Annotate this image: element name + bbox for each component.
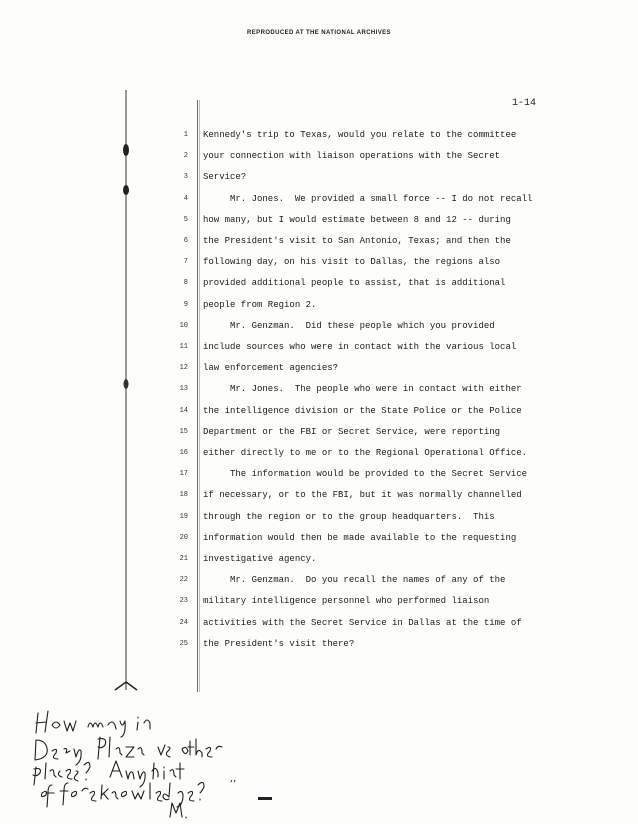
transcript-line: Service?	[203, 172, 247, 183]
left-margin-rule-secondary	[199, 100, 200, 692]
transcript-line: military intelligence personnel who performed liaison	[203, 596, 490, 607]
line-number: 7	[183, 258, 188, 267]
handwritten-line	[30, 793, 290, 815]
transcript-line: information would then be made available to the requesting	[203, 532, 517, 543]
line-number: 12	[179, 364, 188, 373]
line-number: 9	[183, 300, 188, 309]
transcript-line: through the region or to the group headquarters. This	[203, 511, 495, 522]
transcript-line: following day, on his visit to Dallas, the regions also	[203, 257, 501, 268]
transcript-line: the President's visit there?	[203, 638, 355, 649]
transcript-line: people from Region 2.	[203, 299, 317, 310]
line-number: 16	[179, 449, 188, 457]
transcript-line: Mr. Genzman. Did these people which you provided	[203, 320, 495, 331]
line-number: 14	[179, 406, 188, 415]
transcript-line: Mr. Genzman. Do you recall the names of any of the	[203, 575, 506, 586]
transcript-line: either directly to me or to the Regional Operational Office.	[203, 448, 528, 458]
transcript-line: investigative agency.	[203, 554, 317, 564]
handwritten-line	[30, 705, 290, 727]
line-number: 24	[179, 618, 188, 627]
margin-stroke-mark	[125, 90, 127, 690]
line-number: 18	[179, 491, 188, 500]
transcript-line: how many, but I would estimate between 8 and 12 -- during	[203, 214, 511, 225]
transcript-line: the President's visit to San Antonio, Texas; and then the	[203, 236, 511, 246]
line-number: 4	[183, 194, 188, 203]
line-number: 15	[179, 427, 188, 436]
line-number: 22	[179, 576, 188, 585]
transcript-line: include sources who were in contact with the various local	[203, 342, 517, 352]
line-number: 5	[183, 215, 188, 224]
line-number: 25	[179, 639, 188, 648]
line-number: 19	[179, 512, 188, 521]
transcript-line: your connection with liaison operations with the Secret	[203, 151, 501, 162]
transcript-line: law enforcement agencies?	[203, 363, 339, 374]
transcript-line: Kennedy's trip to Texas, would you relate to the committee	[203, 130, 517, 140]
transcript-line: activities with the Secret Service in Dallas at the time of	[203, 617, 522, 628]
line-number: 2	[183, 152, 188, 161]
line-number: 11	[179, 343, 188, 351]
line-number: 10	[179, 321, 188, 330]
transcript-line: The information would be provided to the Secret Service	[203, 469, 528, 480]
transcript-line: Mr. Jones. We provided a small force -- I do not recall	[203, 193, 533, 204]
line-number: 1	[183, 131, 188, 139]
line-number: 13	[179, 385, 188, 394]
line-number: 3	[183, 173, 188, 182]
handwritten-line	[30, 749, 290, 771]
line-number: 17	[179, 470, 188, 479]
handwritten-line	[30, 727, 290, 749]
transcript-line: if necessary, or to the FBI, but it was normally channelled	[203, 490, 522, 501]
line-number: 20	[179, 533, 188, 542]
line-number: 23	[179, 597, 188, 606]
transcript-line: the intelligence division or the State Police or the Police	[203, 405, 522, 416]
line-number: 6	[183, 237, 188, 245]
line-number: 8	[183, 279, 188, 288]
transcript-line: Department or the FBI or Secret Service, were reporting	[203, 426, 501, 437]
handwritten-line	[30, 771, 290, 793]
archive-header: REPRODUCED AT THE NATIONAL ARCHIVES	[247, 30, 391, 36]
page-number: 1-14	[512, 98, 537, 109]
left-margin-rule	[197, 100, 198, 692]
transcript-line: Mr. Jones. The people who were in contact with either	[203, 384, 522, 395]
stray-mark: ,,	[230, 773, 237, 784]
transcript-line: provided additional people to assist, that is additional	[203, 278, 506, 289]
line-number: 21	[179, 555, 188, 563]
